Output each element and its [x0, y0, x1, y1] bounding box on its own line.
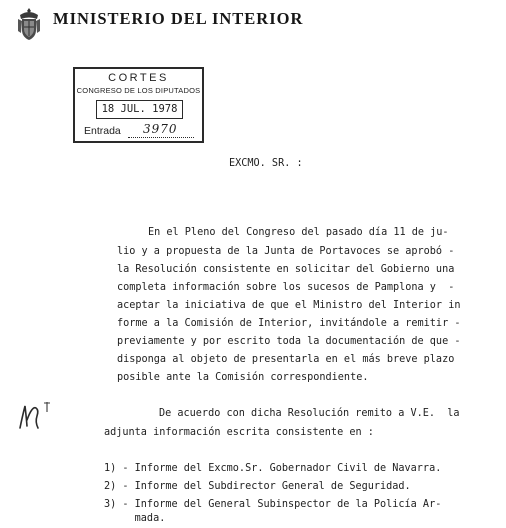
handwritten-initial-icon: [14, 398, 66, 434]
paragraph-1-line: previamente y por escrito toda la documentación de que -: [117, 336, 461, 347]
paragraph-1-line: lio y a propuesta de la Junta de Portavoces se aprobó -: [117, 246, 455, 257]
paragraph-1-line: disponga al objeto de presentarla en el más breve plazo: [117, 354, 455, 365]
list-item: 1) - Informe del Excmo.Sr. Gobernador Civil de Navarra.: [104, 463, 442, 474]
stamp-entrada-line: [128, 137, 194, 138]
stamp-entrada-number: 3970: [143, 122, 178, 136]
list-item: 2) - Informe del Subdirector General de Seguridad.: [104, 481, 411, 492]
stamp-entrada-label: Entrada: [84, 125, 121, 137]
stamp-subtitle: CONGRESO DE LOS DIPUTADOS: [76, 86, 201, 95]
stamp-date-box: [96, 100, 183, 119]
stamp-date: 18 JUL. 1978: [101, 103, 178, 115]
ministry-letterhead: MINISTERIO DEL INTERIOR: [53, 9, 304, 28]
salutation: EXCMO. SR. :: [229, 158, 303, 169]
stamp-title: CORTES: [108, 72, 169, 84]
paragraph-1-line: En el Pleno del Congreso del pasado día 11 de ju-: [148, 227, 449, 238]
list-item: mada.: [104, 513, 166, 524]
registry-stamp: [73, 67, 204, 143]
coat-of-arms-icon: [17, 7, 41, 41]
paragraph-2-line: De acuerdo con dicha Resolución remito a V.E. la: [159, 408, 460, 419]
paragraph-2-line: adjunta información escrita consistente en :: [104, 427, 374, 438]
paragraph-1-line: posible ante la Comisión correspondiente.: [117, 372, 369, 383]
paragraph-1-line: aceptar la iniciativa de que el Ministro del Interior in: [117, 300, 461, 311]
paragraph-1-line: la Resolución consistente en solicitar del Gobierno una: [117, 264, 455, 275]
list-item: 3) - Informe del General Subinspector de la Policía Ar-: [104, 499, 442, 510]
paragraph-1-line: completa información sobre los sucesos de Pamplona y -: [117, 282, 455, 293]
paragraph-1-line: forme a la Comisión de Interior, invitándole a remitir -: [117, 318, 461, 329]
